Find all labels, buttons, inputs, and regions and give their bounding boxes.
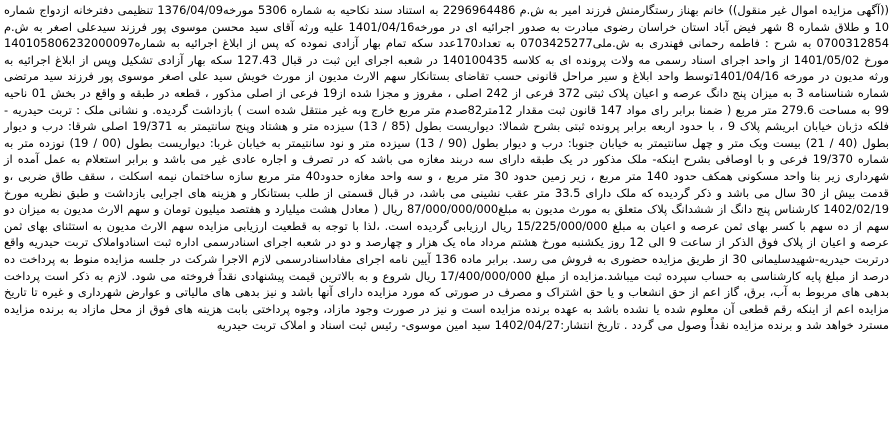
auction-notice-text: ((آگهی مزایده اموال غیر منقول)) خانم بهناز رستگارمنش فرزند امیر به ش.م 2296964486 به استناد سند نکاحیه به شماره 5306 مورخه1376/04/09 تنظیمی دفترخانه ازدواج شماره 10 و طلاق شماره 8 شهر فیض آباد استان خراسان رضوی مبادرت به صدور اجرائیه ای در مورخه1401/04/16 علیه ورثه آقای سید محسن موسوی پور فرزند سیدعلی اصغر به ش.م 0700312854 به شرح : فاطمه رحمانی فهندری به ش.ملی0703425277 به تعداد170عدد سکه تمام بهار آزادی نموده که پس از ابلاغ اجرائیه به شماره140105806232000097 مورخ 1401/05/02 از واحد اجرای اسناد رسمی مه ولات پرونده ای به کلاسه 140100435 در شعبه اجرای این ثبت در قبال 127.43 سکه بهار آزادی تشکیل وپس از ابلاغ اجرائیه به ورثه مدیون در مورخه 1401/04/16توسط واحد ابلاغ و سیر مراحل قانونی حسب تقاضای بستانکار سهم الارث مدیون از مورث خویش سید علی اصغر موسوی پور فرزند سید مرتضی شماره شناسنامه 3 به میزان پنج دانگ عرصه و اعیان پلاک ثبتی 372 فرعی از 242 اصلی ، مفروز و مجزا شده از19 فرعی از اصلی مذکور ، قطعه در طبقه و واقع در بخش 01 ناحیه 99 به مساحت 279.6 متر مربع ( ضمنا برابر رای مواد 147 قانون ثبت مقدار 12متر82صدم متر مربع خارج وبه غیر منتقل شده است ) بازداشت گردیده. و نشانی ملک : تربت حیدریه - فلکه دژبان خیابان ابریشم پلاک 9 ، با حدود اربعه برابر پرونده ثبتی بشرح شمالا: دیواریست بطول (85 / 13) سیزده متر و هشتاد وپنج سانتیمتر به 19/371 اصلی شرقا: درب و دیوار بطول (40 / 21) بیست ویک متر و چهل سانتیمتر به خیابان جنوبا: درب و دیوار بطول (90 / 13) سیزده متر و نود سانتیمتر به خیابان غربا: دیواریست بطول (00 / 19) نوزده متر به شماره 19/370 فرعی و با اوصافی بشرح اینکه- ملک مذکور در یک طبقه دارای سه دربند مغازه می باشد که در تصرف و اجاره عادی غیر می باشد و برابر استعلام به عمل آمده از شهرداری زیر بنا واحد مسکونی همکف حدود 140 متر مربع ، زیر زمین حدود 30 متر مربع ، و سه واحد مغازه حدود40 متر مربع سازه ساختمان نیمه اسکلت ، سقف طاق ضربی ،و قدمت بیش از 30 سال می باشد و ذکر گردیده که ملک دارای 33.5 متر عقب نشینی می باشد، در قبال قسمتی از طلب بستانکار و هزینه های اجرایی بازداشت و طبق نظریه مورخ 1402/02/19 کارشناس پنج دانگ از ششدانگ پلاک متعلق به مورث مدیون به مبلغ87/000/000/000 ریال ( معادل هشت میلیارد و هفتصد میلیون تومان و سهم الارث مدیون به میزان دو سهم از ده سهم با کسر بهای ثمن عرصه و اعیان به مبلغ 15/225/000/000 ریال ارزیابی گردیده است. ،لذا با توجه به قطعیت ارزیابی مزایده سهم الارث مدیون به استثنای بهای ثمن عرصه و اعیان از پلاک فوق الذکر از ساعت 9 الی 12 روز یکشنبه مورخ هشتم مرداد ماه یک هزار و چهارصد و دو در شعبه اجرای اسنادرسمی اداره ثبت اسنادواملاک تربت حیدریه واقع درتربت حیدریه-شهیدسلیمانی 30 از طریق مزایده حضوری به فروش می رسد. برابر ماده 136 آیین نامه اجرای مفاداسنادرسمی لازم الاجرا شرکت در جلسه مزایده منوط به پرداخت ده درصد از مبلغ پایه کارشناسی به حساب سپرده ثبت میباشد.مزایده از مبلغ 17/400/000/000 ریال شروع و به بالاترین قیمت پیشنهادی نقداً فروخته می شود. لازم به ذکر است پرداخت بدهی های مربوط به آب، برق، گاز اعم از حق انشعاب و یا حق اشتراک و مصرف در صورتی که مورد مزایده دارای آنها باشد و نیز بدهی های مالیاتی و عوارض شهرداری و غیره تا تاریخ مزایده اعم از اینکه رقم قطعی آن معلوم شده یا نشده باشد به عهده برنده مزایده است و نیز در صورت وجود مازاد، وجوه پرداختی بابت هزینه های فوق از محل مازاد به برنده مزایده مسترد خواهد شد و برنده مزایده نقداً وصول می گردد . تاریخ انتشار:1402/04/27 سید امین موسوی- رئیس ثبت اسناد و املاک تربت حیدریه bbox=[4, 3, 890, 333]
